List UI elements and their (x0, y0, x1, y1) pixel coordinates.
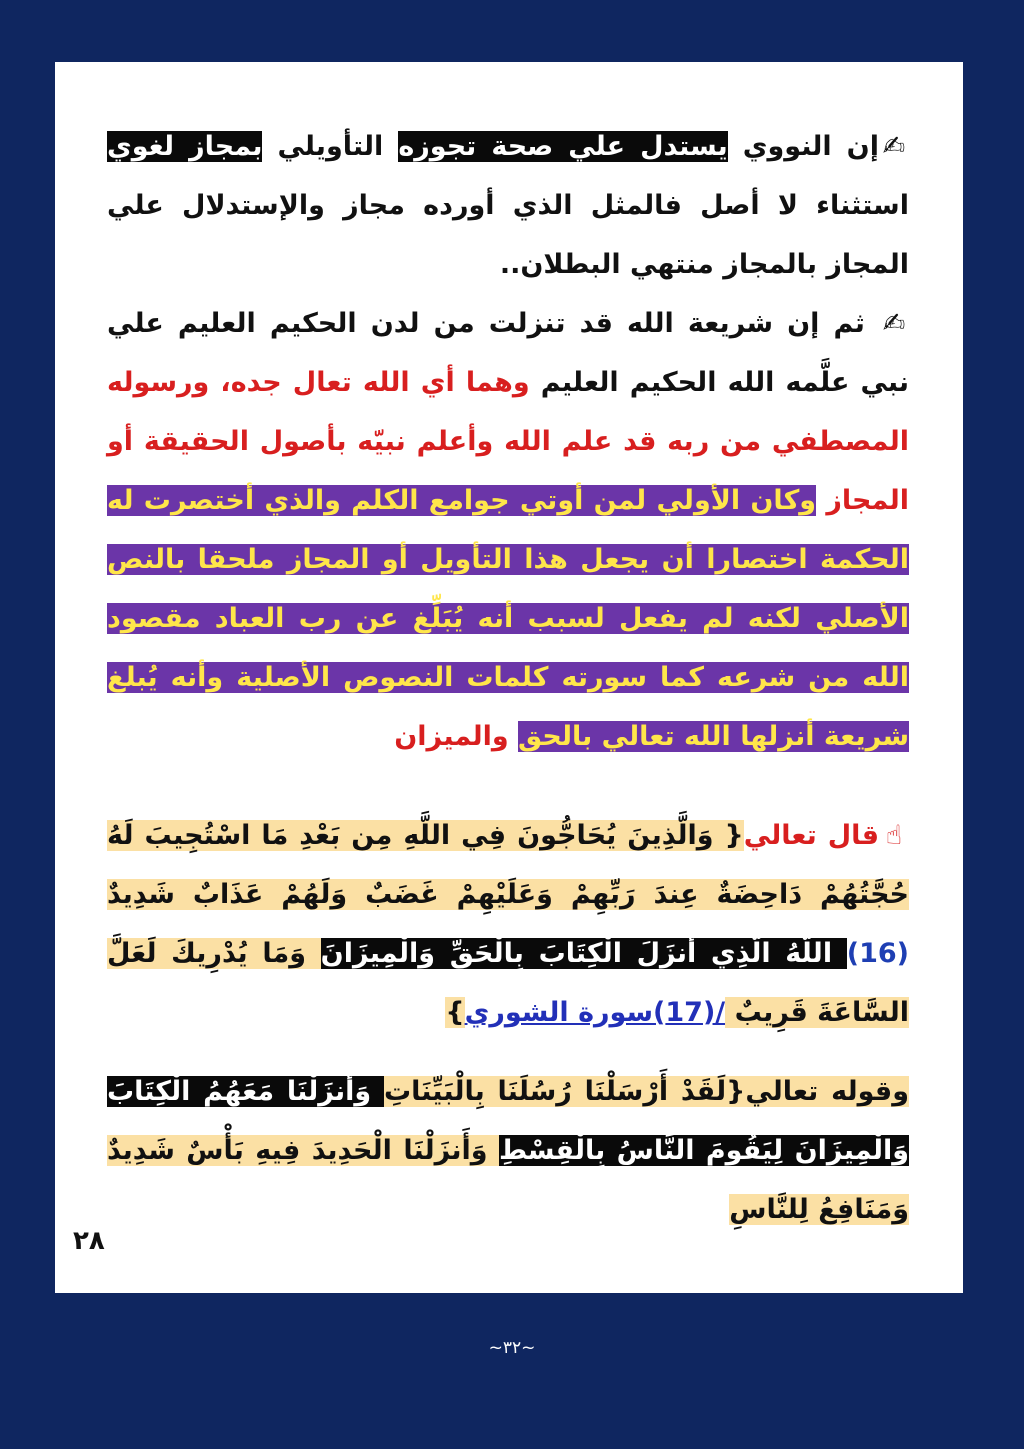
p1-text-a: إن النووي (727, 131, 879, 162)
p3-lead: قال تعالي (743, 820, 879, 851)
spacer (107, 1042, 909, 1062)
p3-verse-b: اللَّهُ الَّذِي أَنزَلَ الْكِتَابَ بِالْحَقِّ وَالْمِيزَانَ (320, 938, 847, 969)
page-number: ٢٨ (73, 1226, 105, 1256)
p2-purple-highlight: وكان الأولي لمن أوتي جوامع الكلم والذي أختصرت له الحكمة اختصارا أن يجعل هذا التأويل أو المجاز ملحقا بالنص الأصلي لكنه لم يفعل لسبب أنه يُبَلِّغ عن رب العباد مقصود الله من شرعه كما سورته كلمات النصوص الأصلية وأنه يُبلغ شريعة أنزلها الله تعالي بالحق (107, 485, 909, 752)
p2-red-text: وهما أي الله تعال جده، ورسوله المصطفي من ربه قد علم الله وأعلم نبيّه بأصول الحقيقة أو المجاز (107, 367, 909, 516)
pen-icon: ✍ (882, 308, 906, 339)
p1-highlight-1: يستدل علي صحة تجوزه (398, 131, 728, 162)
p1-text-e: استثناء لا أصل فالمثل الذي أورده مجاز والإستدلال علي المجاز بالمجاز منتهي البطلان.. (107, 190, 909, 280)
p2-text-a: ثم إن شريعة الله قد تنزلت من لدن الحكيم العليم علي نبي علَّمه الله الحكيم العليم (107, 308, 909, 398)
p1-highlight-2: بمجاز لغوي (107, 131, 263, 162)
document-body (107, 117, 909, 1239)
p3-verse-a: { وَالَّذِينَ يُحَاجُّونَ فِي اللَّهِ مِن بَعْدِ مَا اسْتُجِيبَ لَهُ حُجَّتُهُمْ دَاحِضَةٌ عِندَ رَبِّهِمْ وَعَلَيْهِمْ غَضَبٌ وَلَهُمْ عَذَابٌ شَدِيدٌ (107, 820, 909, 910)
paragraph-4-quran (107, 1062, 909, 1239)
p3-close-brace: } (445, 997, 465, 1028)
p2-red-tail: والميزان (394, 721, 519, 752)
paragraph-2 (107, 294, 909, 766)
footer-page-number: ~٣٢~ (488, 1338, 536, 1358)
paragraph-1 (107, 117, 909, 294)
p1-text-c: التأويلي (262, 131, 399, 162)
p4-verse-a: {لَقَدْ أَرْسَلْنَا رُسُلَنَا بِالْبَيِّنَاتِ (384, 1076, 746, 1107)
p3-verse-c: وَمَا يُدْرِيكَ لَعَلَّ السَّاعَةَ قَرِيبٌ (107, 938, 909, 1028)
p4-lead: وقوله تعالي (745, 1076, 909, 1107)
hand-icon: ☝ (885, 820, 903, 851)
spacer (107, 766, 909, 806)
verse-number-16: (16) (846, 938, 910, 969)
pen-icon: ✍ (882, 131, 906, 162)
p4-verse-b: وَأَنزَلْنَا مَعَهُمُ الْكِتَابَ وَالْمِيزَانَ لِيَقُومَ النَّاسُ بِالْقِسْطِ (107, 1076, 909, 1166)
paragraph-3-quran (107, 806, 909, 1042)
p4-verse-c: وَأَنزَلْنَا الْحَدِيدَ فِيهِ بَأْسٌ شَدِيدٌ وَمَنَافِعُ لِلنَّاسِ (107, 1135, 909, 1225)
sura-reference: /(17)سورة الشوري (464, 997, 726, 1028)
document-page (55, 62, 963, 1293)
